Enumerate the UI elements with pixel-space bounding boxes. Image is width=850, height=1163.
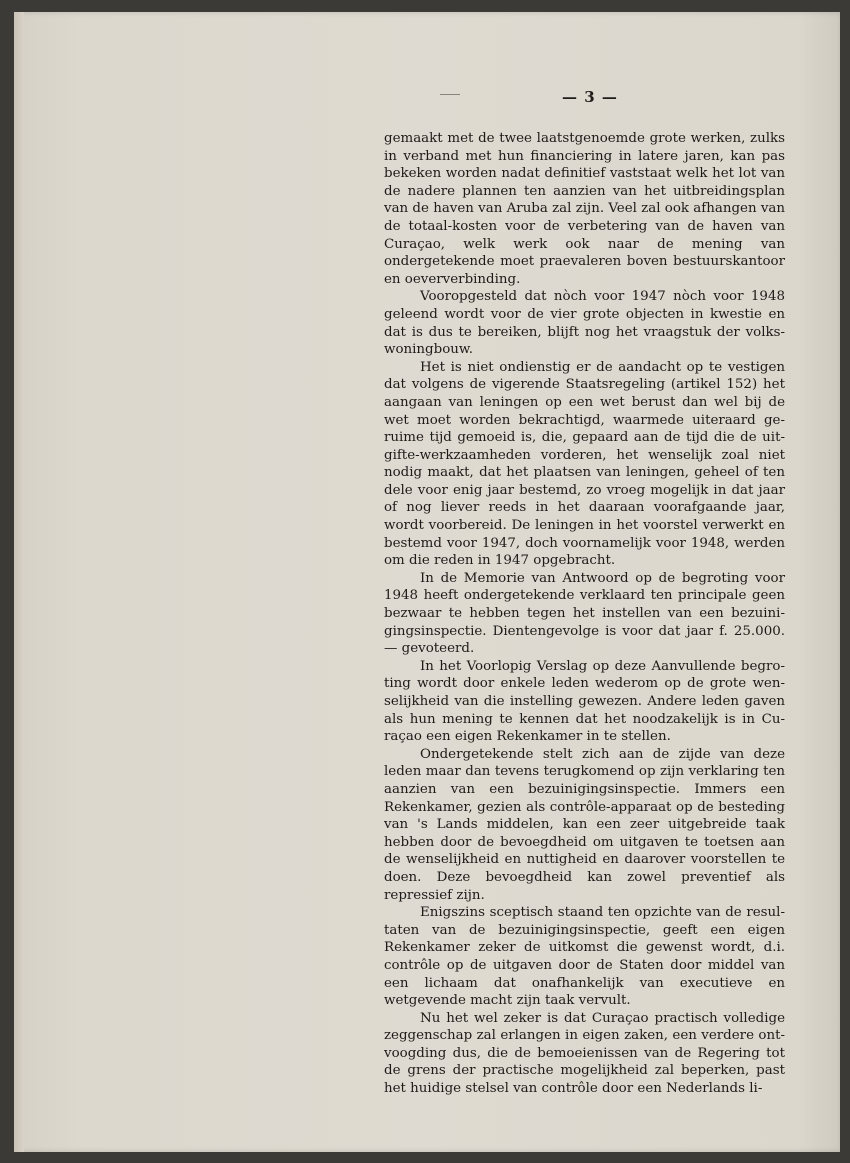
paragraph-1: gemaakt met de twee laatstgenoemde grote werken, zulks in verband met hun financiering in latere jaren, kan pas bekeken worden nadat definitief vaststaat welk het lot van de nadere plannen ten aanzien van het uitbreidingsplan van de haven van Aruba zal zijn. Veel zal ook afhangen van de totaal-kosten voor de verbetering van de haven van Curaçao, welk werk ook naar de mening van ondergetekende moet praevaleren boven bestuurskantoor en oeververbinding. [384,131,785,287]
paragraph-6: Ondergetekende stelt zich aan de zijde van deze leden maar dan tevens terugkomend op zijn verklaring ten aanzien van een bezuinigingsinspectie. Immers een Rekenkamer, gezien als contrôle-apparaat op de besteding van 's Lands middelen, kan een zeer uitgebreide taak hebben door de bevoegdheid om uitgaven te toetsen aan de wenselijkheid en nuttigheid en daarover voorstellen te doen. Deze bevoegdheid kan zowel preventief als repressief zijn. [384,746,785,903]
paragraph-2: Vooropgesteld dat nòch voor 1947 nòch voor 1948 geleend wordt voor de vier grote objecten in kwestie en dat is dus te bereiken, blijft nog het vraagstuk der volkswoningbouw. [384,289,785,358]
paragraph-5: In het Voorlopig Verslag op deze Aanvullende begroting wordt door enkele leden wederom op de grote wenselijkheid van die instelling gewezen. Andere leden gaven als hun mening te kennen dat het noodzakelijk is in Curaçao een eigen Rekenkamer in te stellen. [384,658,785,745]
paragraph-7: Enigszins sceptisch staand ten opzichte van de resultaten van de bezuinigingsinspectie, geeft een eigen Rekenkamer zeker de uitkomst die gewenst wordt, d.i. contrôle op de uitgaven door de Staten door middel van een lichaam dat onafhankelijk van executieve en wetgevende macht zijn taak vervult. [384,905,785,1009]
page-binding-edge [14,12,24,1152]
paragraph-8: Nu het wel zeker is dat Curaçao practisch volledige zeggenschap zal erlangen in eigen zaken, een verdere ontvoogding dus, die de bemoeienissen van de Regering tot de grens der practische mogelijkheid zal beperken, past het huidige stelsel van contrôle door een Nederlands li- [384,1010,785,1097]
stray-ink-mark [440,94,460,95]
paragraph-4: In de Memorie van Antwoord op de begroting voor 1948 heeft ondergetekende verklaard ten principale geen bezwaar te hebben tegen het instellen van een bezuinigingsinspectie. Dientengevolge is voor dat jaar f. 25.000.— gevoteerd. [384,570,785,657]
body-text [384,130,785,1098]
page-number: — 3 — [562,88,618,106]
paragraph-3: Het is niet ondienstig er de aandacht op te vestigen dat volgens de vigerende Staatsregeling (artikel 152) het aangaan van leningen op een wet berust dan wel bij de wet moet worden bekrachtigd, waarmede uiteraard geruime tijd gemoeid is, die, gepaard aan de tijd die de uitgifte-werkzaamheden vorderen, het wenselijk zoal niet nodig maakt, dat het plaatsen van leningen, geheel of ten dele voor enig jaar bestemd, zo vroeg mogelijk in dat jaar of nog liever reeds in het daaraan voorafgaande jaar, wordt voorbereid. De leningen in het voorstel verwerkt en bestemd voor 1947, doch voornamelijk voor 1948, werden om die reden in 1947 opgebracht. [384,359,785,569]
